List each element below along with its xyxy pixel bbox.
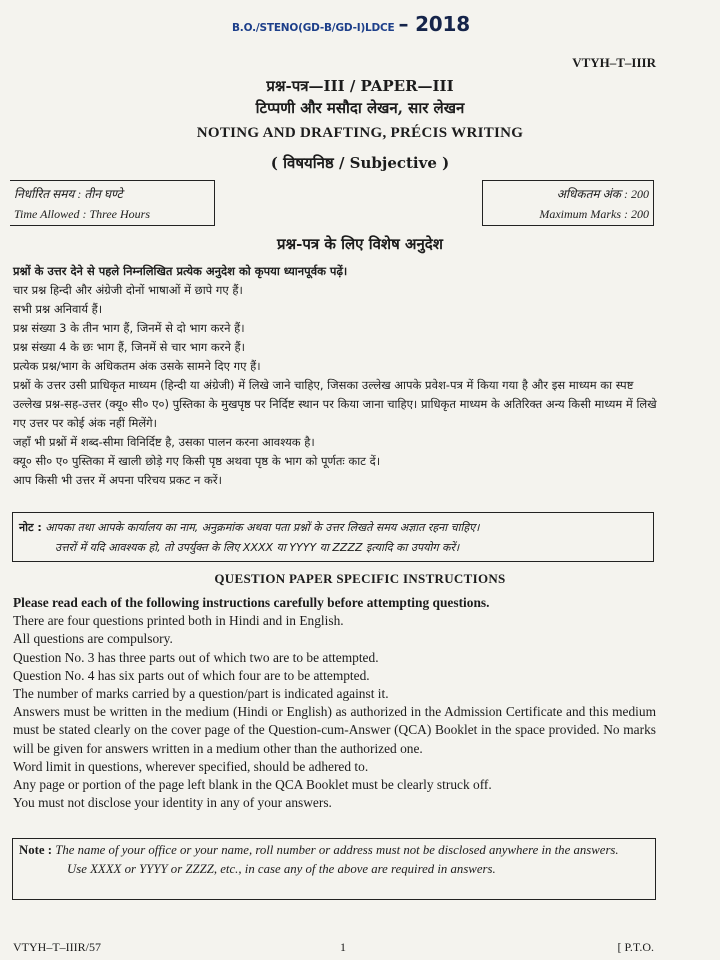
hindi-instruction-line: जहाँ भी प्रश्नों में शब्द-सीमा विनिर्दिष्ट है, उसका पालन करना आवश्यक है। — [13, 435, 315, 449]
hindi-note-line: उत्तरों में यदि आवश्यक हो, तो उपर्युक्त के लिए XXXX या YYYY या ZZZZ इत्यादि का उपयोग करें। — [55, 541, 460, 554]
maximum-marks-english: Maximum Marks : 200 — [539, 207, 649, 221]
time-allowed-english: Time Allowed : Three Hours — [14, 207, 151, 221]
english-instructions-title: QUESTION PAPER SPECIFIC INSTRUCTIONS — [214, 571, 506, 586]
hindi-instruction-line: आप किसी भी उत्तर में अपना परिचय प्रकट न करें। — [13, 473, 222, 487]
english-note-line: The name of your office or your name, roll number or address must not be disclosed anywhere in the answers. — [55, 843, 619, 857]
english-instruction-line: There are four questions printed both in Hindi and in English. — [13, 613, 344, 629]
hindi-instruction-line: क्यू० सी० ए० पुस्तिका में खाली छोड़े गए किसी पृष्ठ अथवा पृष्ठ के भाग को पूर्णतः काट दें। — [13, 454, 381, 468]
maximum-marks-hindi: अधिकतम अंक : 200 — [556, 187, 649, 201]
maximum-marks-box — [482, 180, 654, 226]
english-instruction-line: All questions are compulsory. — [13, 631, 173, 647]
time-allowed-hindi: निर्धारित समय : तीन घण्टे — [14, 187, 123, 201]
hindi-instruction-line: प्रश्नों के उत्तर उसी प्राधिकृत माध्यम (हिन्दी या अंग्रेजी) में लिखे जाने चाहिए, जिसका उल्लेख आपके प्रवेश-पत्र में किया गया है और इस माध्यम का स्पष्ट उल्लेख प्रश्न-सह-उत्तर (क्यू० सी० ए०) पुस्तिका के मुखपृष्ठ पर निर्दिष्ट स्थान पर किया जाना चाहिए। प्राधिकृत माध्यम के अतिरिक्त अन्य किसी माध्यम में लिखे गए उत्तर पर कोई अंक नहीं मिलेंगे। — [13, 378, 657, 430]
english-instructions-list — [13, 594, 656, 812]
english-instruction-line: Any page or portion of the page left blank in the QCA Booklet must be clearly struck off. — [13, 777, 492, 793]
english-instruction-line: You must not disclose your identity in any of your answers. — [13, 795, 332, 811]
handwritten-exam-code — [232, 12, 470, 36]
subject-title-english: NOTING AND DRAFTING, PRÉCIS WRITING — [196, 125, 524, 141]
hindi-note-label: नोट : — [19, 521, 42, 534]
paper-code: VTYH–T–IIIR — [572, 55, 656, 70]
footer-paper-code: VTYH–T–IIIR/57 — [13, 940, 101, 954]
exam-code-text: B.O./STENO(GD-B/GD-I)LDCE — [232, 22, 395, 34]
paper-title-hindi: प्रश्न-पत्र—III / PAPER—III — [266, 77, 454, 95]
english-note-box — [12, 838, 656, 900]
hindi-note-line: आपका तथा आपके कार्यालय का नाम, अनुक्रमांक अथवा पता प्रश्नों के उत्तर लिखते समय अज्ञात रहना चाहिए। — [45, 521, 480, 534]
hindi-instruction-line: प्रत्येक प्रश्न/भाग के अधिकतम अंक उसके सामने दिए गए हैं। — [13, 359, 261, 373]
paper-type: ( विषयनिष्ठ / Subjective ) — [270, 154, 450, 172]
subject-title-hindi: टिप्पणी और मसौदा लेखन, सार लेखन — [255, 99, 465, 117]
hindi-instructions-title: प्रश्न-पत्र के लिए विशेष अनुदेश — [277, 235, 443, 253]
english-instruction-line: The number of marks carried by a question/part is indicated against it. — [13, 686, 389, 702]
english-instruction-line: Question No. 3 has three parts out of which two are to be attempted. — [13, 649, 379, 665]
english-instruction-line: Question No. 4 has six parts out of which four are to be attempted. — [13, 667, 370, 683]
hindi-instruction-line: सभी प्रश्न अनिवार्य हैं। — [13, 302, 103, 316]
hindi-instructions-list — [13, 262, 663, 490]
english-note-line: Use XXXX or YYYY or ZZZZ, etc., in case any of the above are required in answers. — [67, 862, 496, 876]
time-allowed-box — [10, 180, 215, 226]
hindi-instruction-line: प्रश्न संख्या 4 के छः भाग हैं, जिनमें से चार भाग करने हैं। — [13, 340, 245, 354]
english-instruction-line: Answers must be written in the medium (Hindi or English) as authorized in the Admission Certificate and this medium must be stated clearly on the cover page of the Question-cum-Answer (QCA) Booklet in the space provided. No marks will be given for answers written in a medium other than the authorized one. — [13, 704, 656, 756]
english-instruction-line: Please read each of the following instructions carefully before attempting questions. — [13, 595, 490, 610]
english-note-label: Note : — [19, 843, 53, 857]
hindi-instruction-line: प्रश्न संख्या 3 के तीन भाग हैं, जिनमें से दो भाग करने हैं। — [13, 321, 245, 335]
pto-label: [ P.T.O. — [617, 940, 654, 954]
page-number: 1 — [340, 940, 346, 954]
exam-year-text: – 2018 — [398, 12, 470, 36]
hindi-instruction-line: चार प्रश्न हिन्दी और अंग्रेजी दोनों भाषाओं में छापे गए हैं। — [13, 283, 243, 297]
hindi-note-box — [12, 512, 654, 562]
hindi-instruction-line: प्रश्नों के उत्तर देने से पहले निम्नलिखित प्रत्येक अनुदेश को कृपया ध्यानपूर्वक पढ़ें। — [13, 264, 348, 278]
english-instruction-line: Word limit in questions, wherever specified, should be adhered to. — [13, 758, 369, 774]
